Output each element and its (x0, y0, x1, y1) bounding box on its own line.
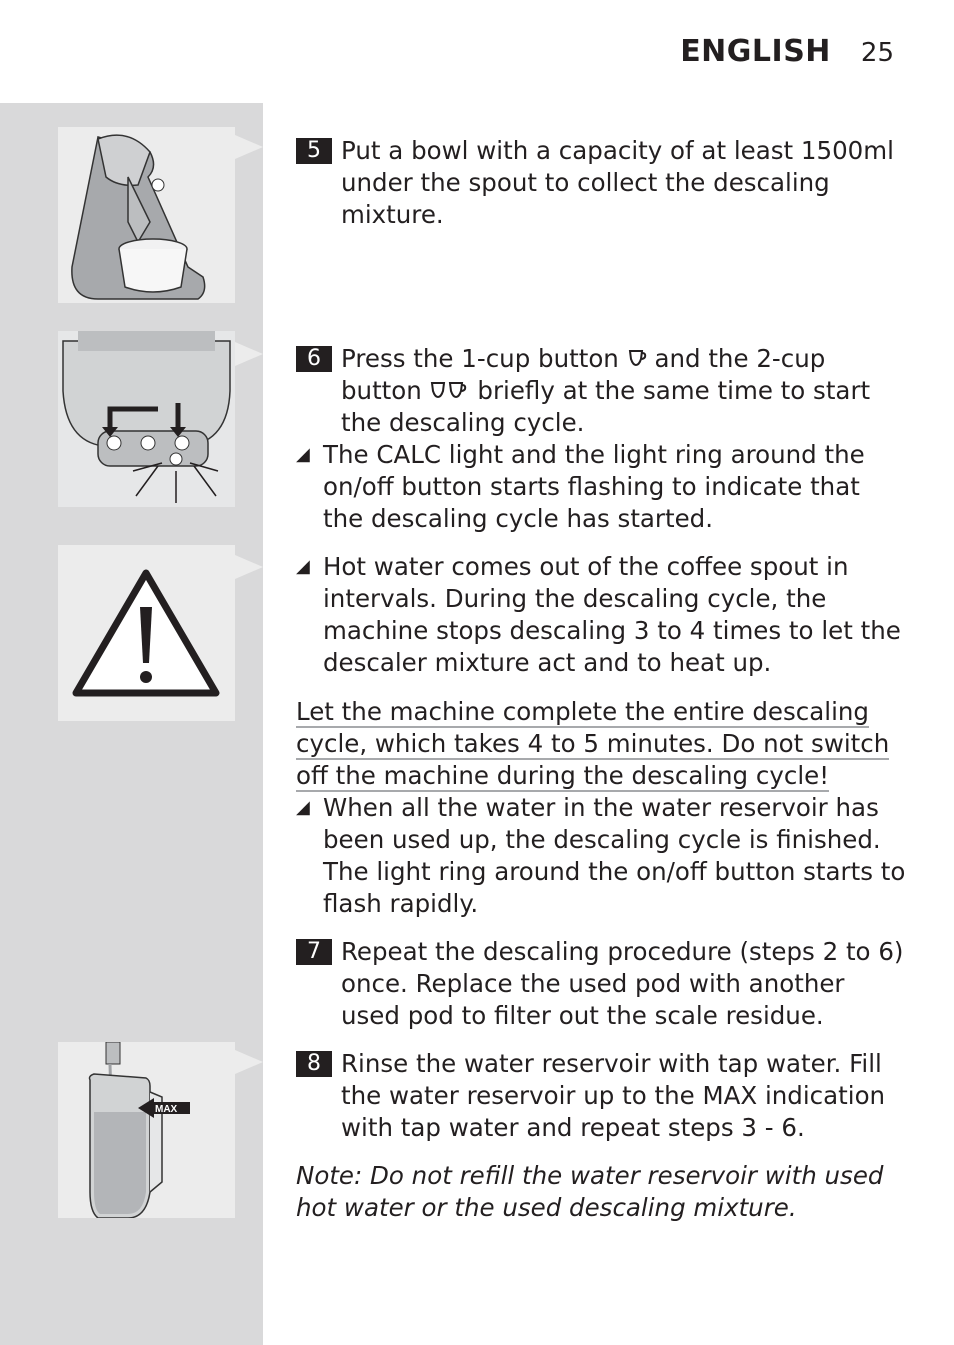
warning-line: off the machine during the descaling cycle! (296, 761, 830, 790)
bullet-text: The CALC light and the light ring around the on/off button starts flashing to indicate that the descaling cycle has started. (323, 440, 865, 533)
figure-water-reservoir (58, 1042, 235, 1218)
cup-icon (627, 349, 647, 367)
figure-pointer (235, 342, 263, 366)
result-bullet (296, 439, 906, 535)
step-6 (296, 343, 906, 439)
warning-line: cycle, which takes 4 to 5 minutes. Do not switch (296, 729, 890, 758)
triangle-bullet-icon: ◢ (296, 444, 310, 465)
figure-pointer (235, 555, 263, 579)
step-number: 8 (296, 1051, 332, 1077)
step-text-part: Press the 1-cup button (341, 344, 619, 373)
warning-line: Let the machine complete the entire descaling (296, 697, 869, 726)
step-5 (296, 135, 906, 231)
warning-text (296, 696, 906, 792)
step-text: Put a bowl with a capacity of at least 1500ml under the spout to collect the descaling mixture. (341, 136, 894, 229)
step-7 (296, 936, 906, 1032)
step-number: 7 (296, 939, 332, 965)
figure-warning-triangle (58, 545, 235, 721)
figure-bowl-under-spout (58, 127, 235, 303)
figure-pointer (235, 135, 263, 159)
bullet-text: Hot water comes out of the coffee spout in intervals. During the descaling cycle, the machine stops descaling 3 to 4 times to let the descaler mixture act and to heat up. (323, 552, 901, 677)
step-text: Repeat the descaling procedure (steps 2 to 6) once. Replace the used pod with another used pod to filter out the scale residue. (341, 937, 904, 1030)
bullet-text: When all the water in the water reservoir has been used up, the descaling cycle is finished. The light ring around the on/off button starts to flash rapidly. (323, 793, 906, 918)
note-text: Note: Do not refill the water reservoir with used hot water or the used descaling mixture. (296, 1161, 884, 1222)
step-text-part: and the 2-cup button (341, 344, 826, 405)
max-label: MAX (155, 1104, 178, 1115)
step-number: 6 (296, 346, 332, 372)
page-header (680, 34, 894, 69)
figure-pointer (235, 1050, 263, 1074)
language-label: ENGLISH (680, 34, 831, 69)
triangle-bullet-icon: ◢ (296, 797, 310, 818)
page-number: 25 (860, 38, 894, 68)
result-bullet (296, 792, 906, 920)
step-text-part: briefly at the same time to start the descaling cycle. (341, 376, 871, 437)
step-text: Rinse the water reservoir with tap water. Fill the water reservoir up to the MAX indication with tap water and repeat steps 3 - 6. (341, 1049, 886, 1142)
step-number: 5 (296, 138, 332, 164)
figure-control-buttons (58, 331, 235, 507)
result-bullet (296, 551, 906, 679)
step-8 (296, 1048, 906, 1144)
step-text (341, 343, 906, 439)
double-cup-icon (430, 381, 470, 399)
triangle-bullet-icon: ◢ (296, 556, 310, 577)
